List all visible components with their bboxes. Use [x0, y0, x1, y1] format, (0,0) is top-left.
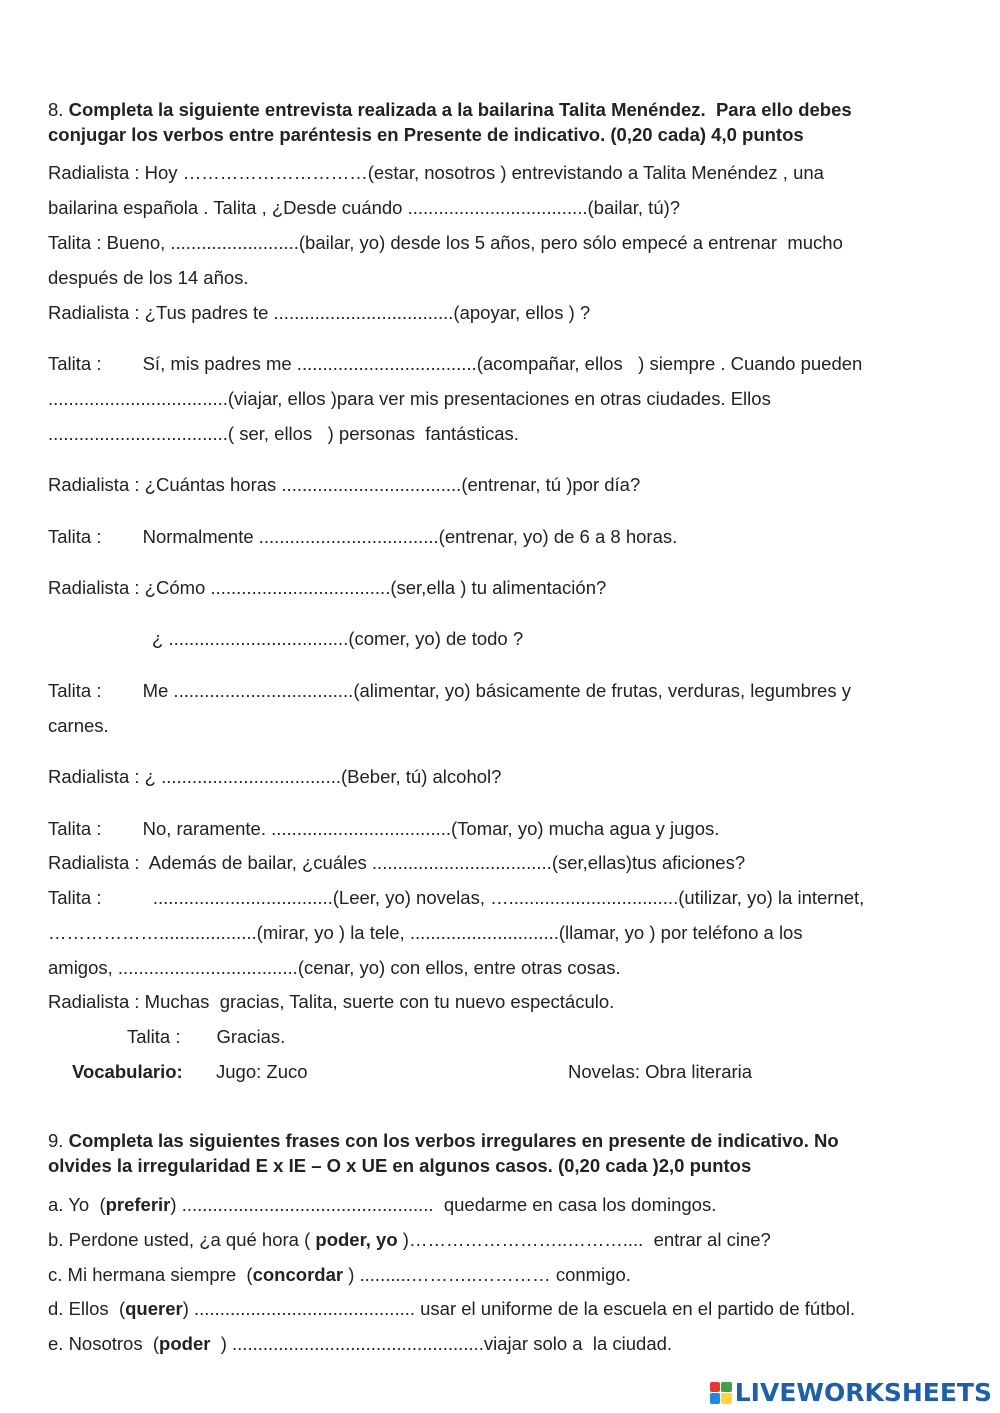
item-verb: poder, yo [315, 1229, 398, 1250]
q8-number: 8. [48, 99, 64, 120]
interview-line: Talita : Me ...................................(alimentar, yo) básicamente de frutas, verduras, legumbres y [48, 680, 851, 701]
logo-square [721, 1393, 732, 1404]
item-verb: preferir [105, 1194, 171, 1215]
q9-heading-line-1 [48, 1130, 839, 1151]
q9-item [48, 1229, 771, 1250]
logo-text: LIVEWORKSHEETS [734, 1378, 992, 1407]
q9-item [48, 1194, 716, 1215]
interview-line: ...................................(viajar, ellos )para ver mis presentaciones en otras ciudades. Ellos [48, 388, 771, 409]
interview-line: carnes. [48, 715, 109, 736]
interview-line: después de los 14 años. [48, 267, 249, 288]
liveworksheets-logo-icon [710, 1382, 732, 1404]
item-text: b. Perdone usted, ¿a qué hora ( [48, 1229, 316, 1250]
interview-line: ...................................( ser, ellos ) personas fantásticas. [48, 423, 519, 444]
interview-line: Talita : ...................................(Leer, yo) novelas, ….................................(utilizar, yo) la internet, [48, 887, 865, 908]
interview-line: ………………...................(mirar, yo ) la tele, .............................(llamar, yo ) por teléfono a los [48, 922, 803, 943]
interview-line: Radialista : Hoy …………………………(estar, nosotros ) entrevistando a Talita Menéndez , una [48, 162, 824, 183]
q9-number: 9. [48, 1130, 64, 1151]
logo-square [721, 1382, 732, 1393]
logo-square [710, 1393, 721, 1404]
interview-line: Radialista : ¿Cuántas horas ...................................(entrenar, tú )por día? [48, 474, 641, 495]
interview-line: amigos, ...................................(cenar, yo) con ellos, entre otras cosas. [48, 957, 621, 978]
liveworksheets-logo[interactable] [710, 1378, 992, 1407]
item-text: ) ................................................. quedarme en casa los domingos. [170, 1194, 717, 1215]
q8-heading-line-1 [48, 99, 852, 120]
item-text: ) ..........………..………… conmigo. [343, 1264, 631, 1285]
interview-line: bailarina española . Talita , ¿Desde cuándo ...................................(bailar, tú)? [48, 197, 681, 218]
item-verb: concordar [252, 1264, 344, 1285]
q9-item [48, 1264, 631, 1285]
item-verb: querer [125, 1298, 183, 1319]
interview-line: Radialista : ¿Cómo ...................................(ser,ella ) tu alimentación? [48, 577, 607, 598]
q9-instruction-2: olvides la irregularidad E x IE – O x UE en algunos casos. (0,20 cada )2,0 puntos [48, 1155, 752, 1176]
q8-instruction-2: conjugar los verbos entre paréntesis en Presente de indicativo. (0,20 cada) 4,0 puntos [48, 124, 804, 145]
logo-square [710, 1382, 721, 1393]
q9-item [48, 1298, 855, 1319]
q9-instruction-1: Completa las siguientes frases con los verbos irregulares en presente de indicativo. No [68, 1130, 839, 1151]
interview-line: Radialista : Muchas gracias, Talita, suerte con tu nuevo espectáculo. [48, 991, 615, 1012]
vocab-label: Vocabulario: [72, 1061, 183, 1082]
item-text: ) ........................................... usar el uniforme de la escuela en el partido de fútbol. [182, 1298, 856, 1319]
q8-instruction-1: Completa la siguiente entrevista realizada a la bailarina Talita Menéndez. Para ello debes [68, 99, 852, 120]
item-text: ) .................................................viajar solo a la ciudad. [210, 1333, 673, 1354]
interview-line: ¿ ...................................(comer, yo) de todo ? [152, 628, 524, 649]
interview-line: Radialista : ¿ ...................................(Beber, tú) alcohol? [48, 766, 502, 787]
vocab-item: Novelas: Obra literaria [568, 1061, 753, 1082]
item-text: e. Nosotros ( [48, 1333, 160, 1354]
item-text: )……………………..……….... entrar al cine? [397, 1229, 771, 1250]
interview-line: Talita : Sí, mis padres me ...................................(acompañar, ellos ) siempre . Cuando pueden [48, 353, 863, 374]
interview-line: Talita : Bueno, .........................(bailar, yo) desde los 5 años, pero sólo empecé a entrenar mucho [48, 232, 843, 253]
item-text: a. Yo ( [48, 1194, 106, 1215]
item-verb: poder [159, 1333, 211, 1354]
vocab-item: Jugo: Zuco [216, 1061, 308, 1082]
q9-item [48, 1333, 672, 1354]
interview-line: Talita : Normalmente ...................................(entrenar, yo) de 6 a 8 horas. [48, 526, 678, 547]
interview-line: Radialista : Además de bailar, ¿cuáles ...................................(ser,ellas)tus aficiones? [48, 852, 746, 873]
interview-line: Radialista : ¿Tus padres te ...................................(apoyar, ellos ) ? [48, 302, 591, 323]
item-text: c. Mi hermana siempre ( [48, 1264, 253, 1285]
item-text: d. Ellos ( [48, 1298, 126, 1319]
interview-line: Talita : Gracias. [127, 1026, 286, 1047]
interview-line: Talita : No, raramente. ...................................(Tomar, yo) mucha agua y jugos. [48, 818, 720, 839]
